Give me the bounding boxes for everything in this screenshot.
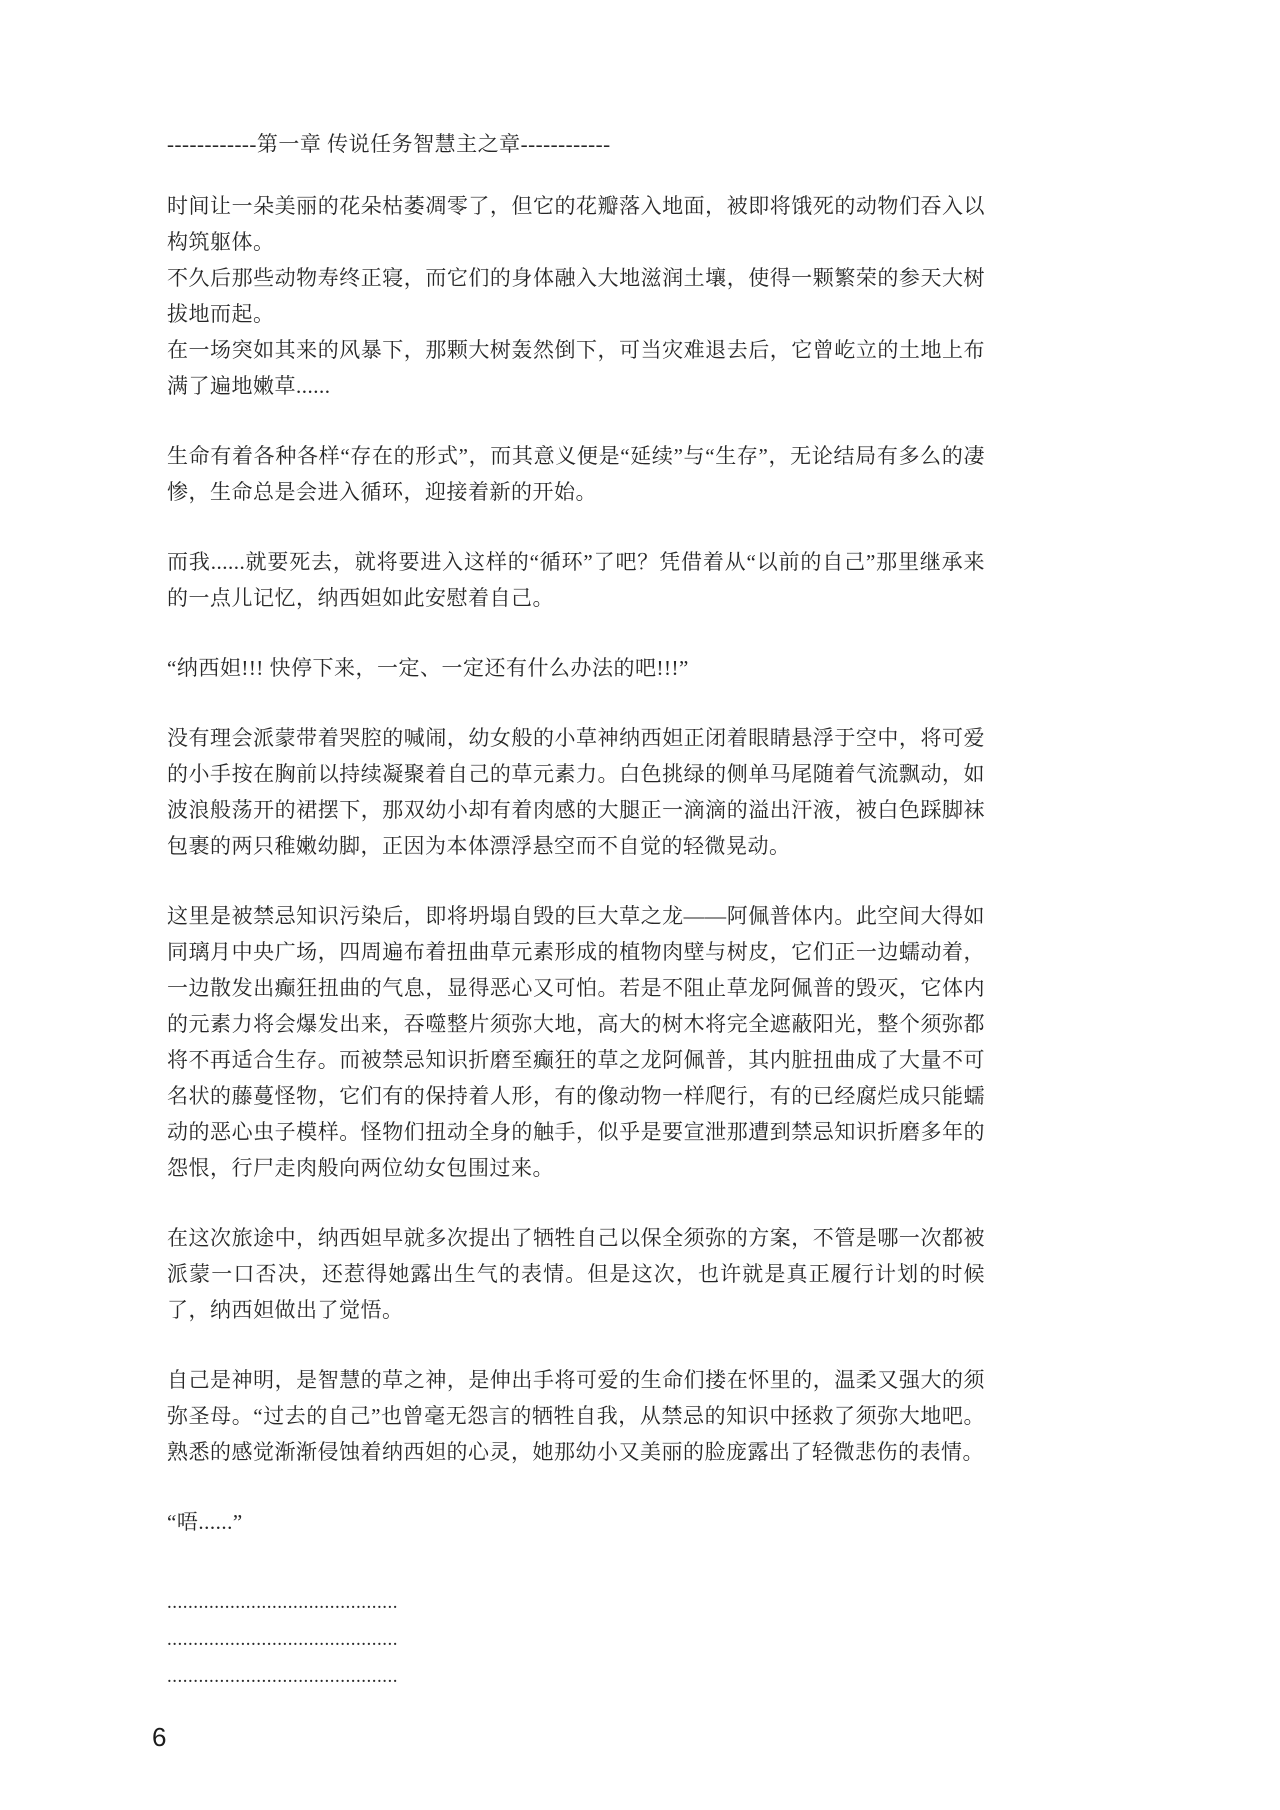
- paragraph-nahida-thought: 而我......就要死去，就将要进入这样的“循环”了吧？凭借着从“以前的自己”那里继承来的一点儿记忆，纳西妲如此安慰着自己。: [167, 550, 985, 610]
- ellipsis-line-1: ............................................: [167, 1592, 398, 1613]
- intro-block: [167, 188, 985, 404]
- dialogue-nahida-murmur: “唔......”: [167, 1510, 243, 1534]
- intro-line-2: 不久后那些动物寿终正寝，而它们的身体融入大地滋润土壤，使得一颗繁荣的参天大树拔地而起。: [167, 266, 985, 326]
- paragraph-apep-interior: 这里是被禁忌知识污染后，即将坍塌自毁的巨大草之龙——阿佩普体内。此空间大得如同璃月中央广场，四周遍布着扭曲草元素形成的植物肉壁与树皮，它们正一边蠕动着，一边散发出癫狂扭曲的气息，显得恶心又可怕。若是不阻止草龙阿佩普的毁灭，它体内的元素力将会爆发出来，吞噬整片须弥大地，高大的树木将完全遮蔽阳光，整个须弥都将不再适合生存。而被禁忌知识折磨至癫狂的草之龙阿佩普，其内脏扭曲成了大量不可名状的藤蔓怪物，它们有的保持着人形，有的像动物一样爬行，有的已经腐烂成只能蠕动的恶心虫子模样。怪物们扭动全身的触手，似乎是要宣泄那遭到禁忌知识折磨多年的怨恨，行尸走肉般向两位幼女包围过来。: [167, 904, 985, 1180]
- paragraph-goddess-resolve: 自己是神明，是智慧的草之神，是伸出手将可爱的生命们搂在怀里的，温柔又强大的须弥圣母。“过去的自己”也曾毫无怨言的牺牲自我，从禁忌的知识中拯救了须弥大地吧。熟悉的感觉渐渐侵蚀着纳西妲的心灵，她那幼小又美丽的脸庞露出了轻微悲伤的表情。: [167, 1368, 985, 1464]
- paragraph-life-cycle: 生命有着各种各样“存在的形式”，而其意义便是“延续”与“生存”，无论结局有多么的凄惨，生命总是会进入循环，迎接着新的开始。: [167, 444, 985, 504]
- dialogue-paimon-shout: “纳西妲!!! 快停下来，一定、一定还有什么办法的吧!!!”: [167, 656, 689, 680]
- paragraph-journey-sacrifice: 在这次旅途中，纳西妲早就多次提出了牺牲自己以保全须弥的方案，不管是哪一次都被派蒙一口否决，还惹得她露出生气的表情。但是这次，也许就是真正履行计划的时候了，纳西妲做出了觉悟。: [167, 1226, 985, 1322]
- ellipsis-line-2: ............................................: [167, 1629, 398, 1650]
- page-number: 6: [152, 1722, 167, 1752]
- page-content: [167, 126, 985, 1695]
- ellipsis-line-3: ............................................: [167, 1666, 398, 1687]
- intro-line-1: 时间让一朵美丽的花朵枯萎凋零了，但它的花瓣落入地面，被即将饿死的动物们吞入以构筑躯体。: [167, 194, 985, 254]
- intro-line-3: 在一场突如其来的风暴下，那颗大树轰然倒下，可当灾难退去后，它曾屹立的土地上布满了遍地嫩草......: [167, 338, 985, 398]
- chapter-heading: ------------第一章 传说任务智慧主之章------------: [167, 132, 611, 156]
- paragraph-nahida-floating: 没有理会派蒙带着哭腔的喊闹，幼女般的小草神纳西妲正闭着眼睛悬浮于空中，将可爱的小手按在胸前以持续凝聚着自己的草元素力。白色挑绿的侧单马尾随着气流飘动，如波浪般荡开的裙摆下，那双幼小却有着肉感的大腿正一滴滴的溢出汗液，被白色踩脚袜包裹的两只稚嫩幼脚，正因为本体漂浮悬空而不自觉的轻微晃动。: [167, 726, 985, 858]
